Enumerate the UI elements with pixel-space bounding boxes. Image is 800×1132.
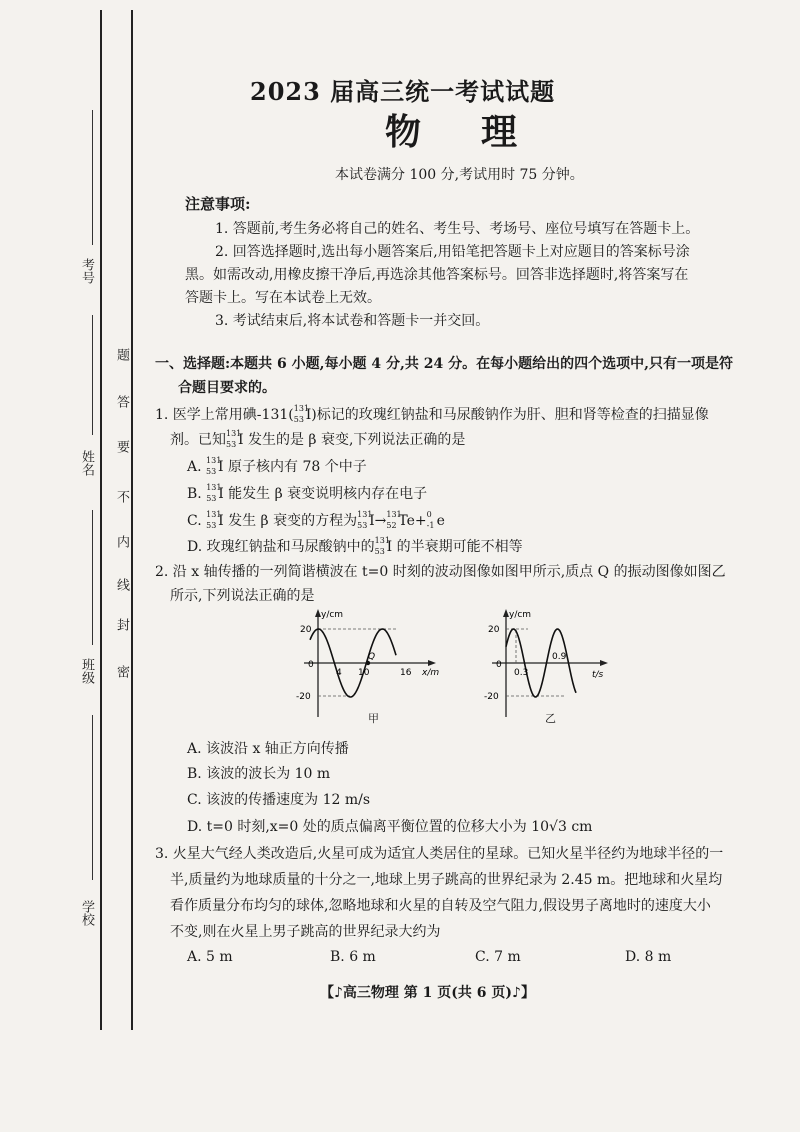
q2-option-c: C. 该波的传播速度为 12 m/s [187,792,371,808]
name-underline [92,315,93,435]
q2-stem-line2: 所示,下列说法正确的是 [170,588,315,604]
q3-option-b: B. 6 m [330,949,376,965]
notes-heading: 注意事项: [185,195,251,213]
notes-item-2a: 2. 回答选择题时,选出每小题答案后,用铅笔把答题卡上对应题目的答案标号涂 [215,244,690,260]
q3-option-c: C. 7 m [475,949,521,965]
q1-stem-line1 [155,404,709,424]
q3-stem-line3: 看作质量分布均匀的球体,忽略地球和火星的自转及空气阻力,假设男子离地时的速度大小 [170,898,711,914]
seal-char-5: 不 [114,490,129,503]
yi-tick-03: 0.3 [514,668,529,678]
seal-char-8: 题 [114,348,129,361]
q3-option-a: A. 5 m [187,949,233,965]
yi-tick-09: 0.9 [552,652,567,662]
exam-info: 本试卷满分 100 分,考试用时 75 分钟。 [335,167,584,183]
seal-char-2: 封 [114,618,129,631]
jia-q-label: Q [368,652,376,662]
q1-option-b: B. 131 53 I 能发生 β 衰变说明核内存在电子 [187,483,428,503]
yi-caption: 乙 [545,712,556,725]
seal-char-1: 密 [114,665,129,678]
name-label: 姓名 [79,450,94,476]
seal-char-3: 线 [114,578,129,591]
page-footer: 【♪高三物理 第 1 页(共 6 页)♪】 [320,985,535,1001]
jia-ylabel: y/cm [321,610,344,620]
q1-option-a: A. 131 53 I 原子核内有 78 个中子 [187,456,367,476]
jia-xlabel: x/m [422,668,440,678]
jia-x-arrow [428,660,436,666]
q3-stem-line1: 3. 火星大气经人类改造后,火星可成为适宜人类居住的星球。已知火星半径约为地球半径的一 [155,846,724,862]
yi-xlabel: t/s [592,670,604,680]
class-underline [92,510,93,645]
graph-jia [288,605,448,725]
graph-yi [476,605,616,725]
jia-ymin: -20 [296,692,311,702]
notes-item-3: 3. 考试结束后,将本试卷和答题卡一并交回。 [215,313,490,329]
q2-option-a: A. 该波沿 x 轴正方向传播 [187,741,349,757]
section1-line1: 一、选择题:本题共 6 小题,每小题 4 分,共 24 分。在每小题给出的四个选项中,只有一项是符 [155,356,733,372]
q1-stem-line2: 剂。已知 131 53 I 发生的是 β 衰变,下列说法正确的是 [170,429,466,449]
seal-char-7: 答 [114,395,129,408]
jia-ymax: 20 [300,625,312,635]
exam-no-underline [92,110,93,245]
q3-stem-line4: 不变,则在火星上男子跳高的世界纪录大约为 [170,924,441,940]
yi-ymax: 20 [488,625,500,635]
school-label: 学校 [79,900,94,926]
q1-option-c: C. 131 53 I 发生 β 衰变的方程为 131 53 I→ 131 52 Te+ 0 -1 e [187,510,445,530]
subject-title: 物理 [385,111,578,153]
jia-tick-4: 4 [336,668,342,678]
yi-origin: 0 [496,660,502,670]
q1-option-d: D. 玫瑰红钠盐和马尿酸钠中的 131 53 I 的半衰期可能不相等 [187,536,523,556]
seal-char-6: 要 [114,440,129,453]
yi-x-arrow [600,660,608,666]
jia-tick-10: 10 [358,668,370,678]
section1-line2: 合题目要求的。 [178,380,276,396]
jia-tick-16: 16 [400,668,412,678]
notes-item-1: 1. 答题前,考生务必将自己的姓名、考生号、考场号、座位号填写在答题卡上。 [215,221,700,237]
exam-title: 2023 届高三统一考试试题 [250,77,556,106]
q3-stem-line2: 半,质量约为地球质量的十分之一,地球上男子跳高的世界纪录为 2.45 m。把地球和火星均 [170,872,723,888]
q1-stem1-b: I)标记的玫瑰红钠盐和马尿酸钠作为肝、胆和肾等检查的扫描显像 [305,407,709,423]
q2-option-b: B. 该波的波长为 10 m [187,766,331,782]
iodine-isotope: 131 53 [293,404,310,424]
yi-ylabel: y/cm [509,610,532,620]
margin-line-outer [100,10,102,1030]
class-label: 班级 [79,658,94,684]
jia-caption: 甲 [368,712,379,725]
q1-stem1-a: 1. 医学上常用碘-131( [155,407,294,423]
yi-ymin: -20 [484,692,499,702]
notes-item-2c: 答题卡上。写在本试卷上无效。 [185,290,381,306]
jia-origin: 0 [308,660,314,670]
q3-option-d: D. 8 m [625,949,672,965]
school-underline [92,715,93,880]
exam-no-label: 考号 [79,258,94,284]
margin-line-inner [131,10,133,1030]
q2-stem-line1: 2. 沿 x 轴传播的一列简谐横波在 t=0 时刻的波动图像如图甲所示,质点 Q 的振动图像如图乙 [155,564,726,580]
notes-item-2b: 黑。如需改动,用橡皮擦干净后,再选涂其他答案标号。回答非选择题时,将答案写在 [185,267,689,283]
q2-option-d: D. t=0 时刻,x=0 处的质点偏离平衡位置的位移大小为 10√3 cm [187,819,593,835]
seal-char-4: 内 [114,535,129,548]
